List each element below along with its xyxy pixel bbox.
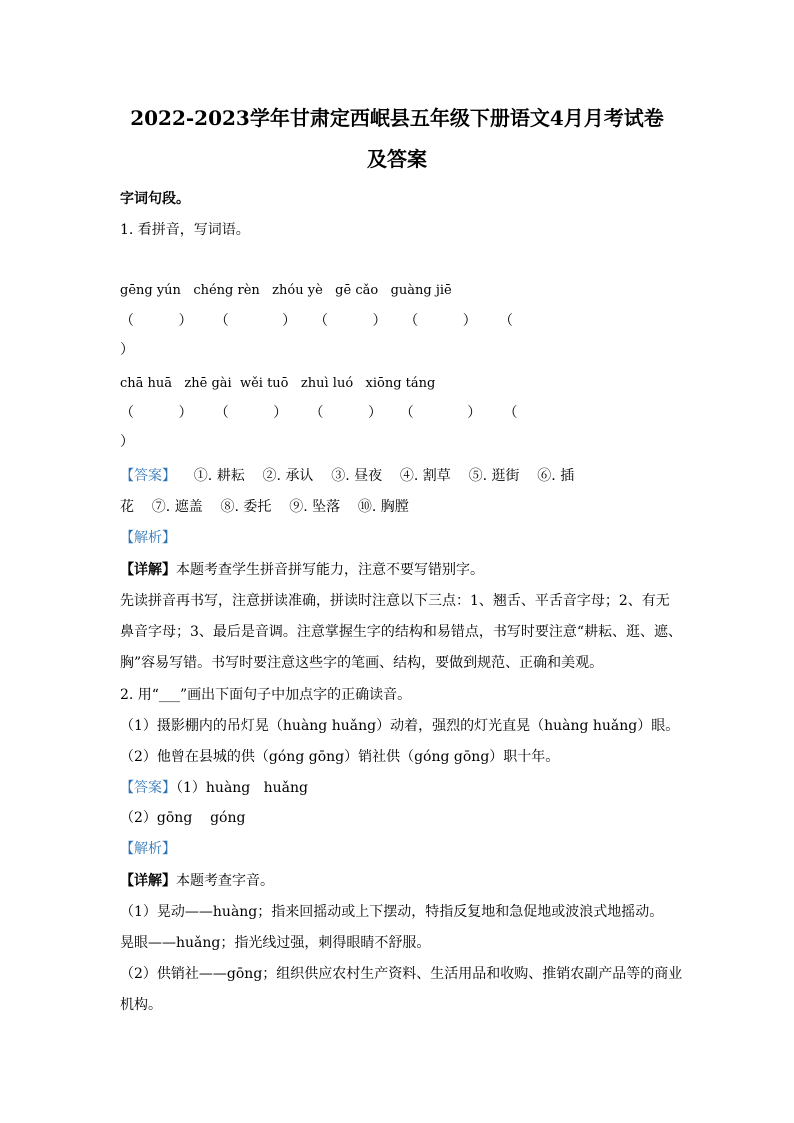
q1-pinyin-row1: gēng yún chéng rèn zhóu yè gē cǎo guàng jiē bbox=[120, 283, 452, 298]
q1-blanks-row1-end: ） bbox=[120, 342, 134, 358]
q2-explain-line: 晃眼——huǎng；指光线过强，刺得眼睛不舒服。 bbox=[120, 935, 431, 951]
q1-explain-line: 胸”容易写错。书写时要注意这些字的笔画、结构，要做到规范、正确和美观。 bbox=[120, 655, 604, 671]
q2-analysis-label: 【解析】 bbox=[120, 841, 176, 857]
q2-answer-continued: （2）gōng góng bbox=[120, 810, 246, 826]
q2-detail bbox=[120, 872, 274, 890]
q1-answer-continued: 花 ⑦. 遮盖 ⑧. 委托 ⑨. 坠落 ⑩. 胸膛 bbox=[120, 499, 409, 515]
q1-explain-line: 先读拼音再书写，注意拼读准确，拼读时注意以下三点：1、翘舌、平舌音字母；2、有无 bbox=[120, 593, 670, 609]
document-title-continued: 及答案 bbox=[367, 147, 427, 171]
q1-explain-line: 鼻音字母；3、最后是音调。注意掌握生字的结构和易错点，书写时要注意“耕耘、逛、遮、 bbox=[120, 624, 683, 640]
detail-label: 【详解】 bbox=[120, 562, 176, 578]
document-title: 2022-2023学年甘肃定西岷县五年级下册语文4月月考试卷 bbox=[130, 106, 664, 130]
detail-label: 【详解】 bbox=[120, 873, 176, 889]
q1-blanks-row1: （ ） （ ） （ ） （ ） （ bbox=[120, 313, 514, 329]
detail-text: 本题考查字音。 bbox=[176, 873, 274, 889]
q2-explain-line: 机构。 bbox=[120, 997, 162, 1013]
section-heading: 字词句段。 bbox=[120, 191, 190, 207]
q2-answer bbox=[120, 779, 308, 797]
answer-text: ①. 耕耘 ②. 承认 ③. 昼夜 ④. 割草 ⑤. 逛街 ⑥. 插 bbox=[176, 468, 575, 484]
q1-prompt: 1. 看拼音，写词语。 bbox=[120, 222, 250, 238]
detail-text: 本题考查学生拼音拼写能力，注意不要写错别字。 bbox=[176, 562, 484, 578]
q2-explain-line: （1）晃动——huàng；指来回摇动或上下摆动，特指反复地和急促地或波浪式地摇动。 bbox=[120, 904, 664, 920]
q1-analysis-label: 【解析】 bbox=[120, 530, 176, 546]
q1-blanks-row2: （ ） （ ） （ ） （ ） （ bbox=[120, 405, 518, 421]
q2-item: （2）他曾在县城的供（góng gōng）销社供（góng gōng）职十年。 bbox=[120, 749, 560, 765]
q1-blanks-row2-end: ） bbox=[120, 434, 134, 450]
q1-detail bbox=[120, 561, 484, 579]
answer-label: 【答案】 bbox=[120, 780, 176, 796]
q2-item: （1）摄影棚内的吊灯晃（huàng huǎng）动着，强烈的灯光直晃（huàng huǎng）眼。 bbox=[120, 718, 680, 734]
q1-answer bbox=[120, 467, 574, 485]
q2-explain-line: （2）供销社——gōng；组织供应农村生产资料、生活用品和收购、推销农副产品等的商业 bbox=[120, 966, 683, 982]
q1-pinyin-row2: chā huā zhē gài wěi tuō zhuì luó xiōng táng bbox=[120, 376, 436, 391]
q2-prompt: 2. 用“___”画出下面句子中加点字的正确读音。 bbox=[120, 687, 412, 703]
answer-text: （1）huàng huǎng bbox=[176, 780, 308, 796]
answer-label: 【答案】 bbox=[120, 468, 176, 484]
